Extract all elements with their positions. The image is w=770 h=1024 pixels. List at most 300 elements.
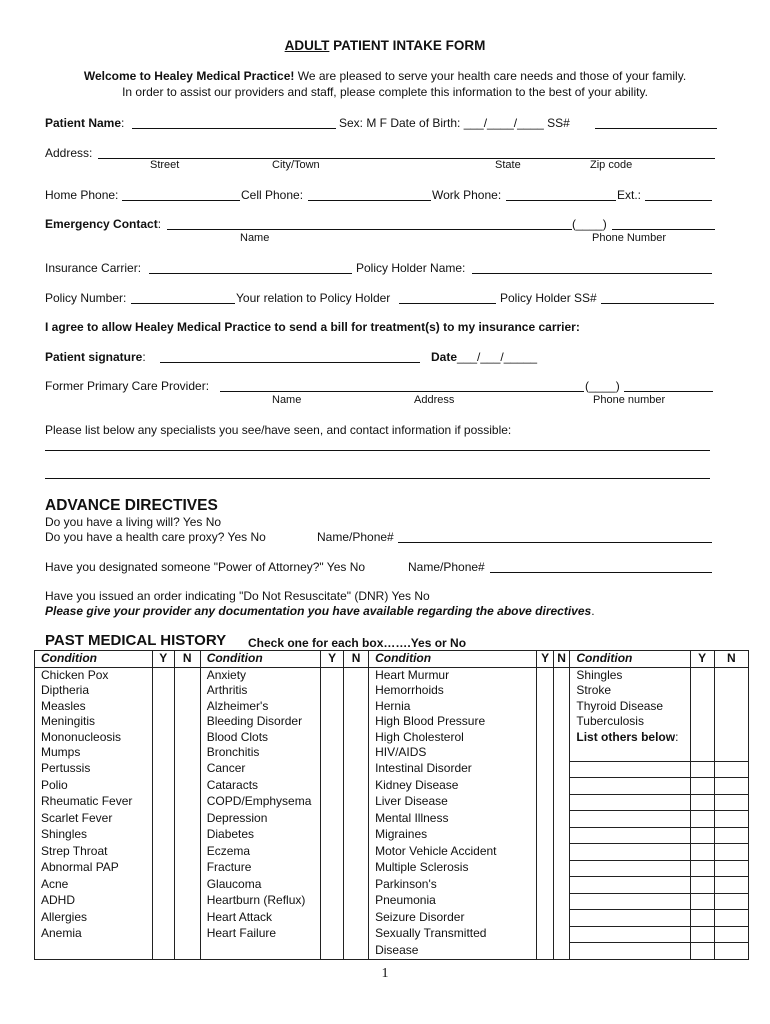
y-checkbox[interactable] <box>321 877 344 894</box>
insurance-carrier-field[interactable] <box>149 273 352 274</box>
table-row <box>35 877 749 894</box>
patient-signature-label: Patient signature: <box>45 350 146 364</box>
y-checkbox[interactable] <box>690 877 714 894</box>
condition-cell: Multiple Sclerosis <box>369 860 537 877</box>
n-checkbox[interactable] <box>714 699 748 715</box>
ext-field[interactable] <box>645 200 712 201</box>
poa-name-phone-field[interactable] <box>490 572 712 573</box>
y-checkbox[interactable] <box>152 761 174 778</box>
cell-phone-field[interactable] <box>308 200 431 201</box>
condition-cell: Rheumatic Fever <box>35 794 153 811</box>
condition-cell: Anemia <box>35 926 153 943</box>
table-row <box>35 827 749 844</box>
table-row <box>35 943 749 960</box>
n-checkbox[interactable] <box>344 811 369 828</box>
table-row <box>35 893 749 910</box>
home-phone-label: Home Phone: <box>45 188 119 202</box>
n-checkbox[interactable] <box>174 811 200 828</box>
title-rest: PATIENT INTAKE FORM <box>329 38 486 53</box>
y-checkbox[interactable] <box>152 943 174 960</box>
table-row <box>35 811 749 828</box>
n-checkbox[interactable] <box>714 667 748 683</box>
condition-cell: Cataracts <box>200 778 320 795</box>
y-checkbox[interactable] <box>690 926 714 943</box>
n-checkbox[interactable] <box>344 667 369 683</box>
address-label: Address: <box>45 146 93 160</box>
y-checkbox[interactable] <box>321 730 344 746</box>
y-checkbox[interactable] <box>321 794 344 811</box>
y-checkbox[interactable] <box>537 811 553 828</box>
condition-cell: Bronchitis <box>200 745 320 761</box>
n-checkbox[interactable] <box>714 761 748 778</box>
y-checkbox[interactable] <box>152 714 174 730</box>
n-checkbox[interactable] <box>174 860 200 877</box>
condition-cell: Allergies <box>35 910 153 927</box>
table-row <box>35 860 749 877</box>
emergency-contact-label: Emergency Contact: <box>45 217 162 231</box>
y-checkbox[interactable] <box>321 667 344 683</box>
n-checkbox[interactable] <box>174 844 200 861</box>
y-checkbox[interactable] <box>690 794 714 811</box>
y-checkbox[interactable] <box>152 730 174 746</box>
n-checkbox[interactable] <box>714 730 748 746</box>
n-checkbox[interactable] <box>344 761 369 778</box>
n-checkbox[interactable] <box>714 827 748 844</box>
n-checkbox[interactable] <box>553 714 570 730</box>
condition-cell: Fracture <box>200 860 320 877</box>
date-field[interactable]: ___/___/_____ <box>457 350 538 364</box>
condition-cell: Sexually Transmitted <box>369 926 537 943</box>
work-phone-field[interactable] <box>506 200 616 201</box>
welcome-line1 <box>0 69 770 83</box>
table-row <box>35 926 749 943</box>
condition-cell <box>570 910 690 927</box>
welcome-line2: In order to assist our providers and staff, please complete this information to the best of your ability. <box>122 85 648 99</box>
y-checkbox[interactable] <box>537 943 553 960</box>
condition-cell: Cancer <box>200 761 320 778</box>
condition-cell: COPD/Emphysema <box>200 794 320 811</box>
n-checkbox[interactable] <box>553 893 570 910</box>
y-checkbox[interactable] <box>537 667 553 683</box>
street-sublabel: Street <box>150 159 180 171</box>
pmh-instructions: Check one for each box…….Yes or No <box>248 636 467 650</box>
y-checkbox[interactable] <box>152 926 174 943</box>
condition-cell: Mental Illness <box>369 811 537 828</box>
n-checkbox[interactable] <box>344 778 369 795</box>
y-checkbox[interactable] <box>321 860 344 877</box>
y-checkbox[interactable] <box>152 699 174 715</box>
n-header: N <box>174 651 200 668</box>
relation-field[interactable] <box>399 303 496 304</box>
date-label: Date___/___/_____ <box>431 350 538 364</box>
n-checkbox[interactable] <box>714 811 748 828</box>
n-checkbox[interactable] <box>553 844 570 861</box>
y-checkbox[interactable] <box>690 667 714 683</box>
n-checkbox[interactable] <box>174 893 200 910</box>
condition-cell <box>570 745 690 761</box>
n-checkbox[interactable] <box>174 745 200 761</box>
y-checkbox[interactable] <box>321 714 344 730</box>
policy-holder-name-label: Policy Holder Name: <box>356 261 466 275</box>
condition-cell: HIV/AIDS <box>369 745 537 761</box>
patient-name-label: Patient Name: <box>45 116 125 130</box>
y-checkbox[interactable] <box>690 714 714 730</box>
dnr-question: Have you issued an order indicating "Do Not Resuscitate" (DNR) Yes No <box>45 589 430 603</box>
n-checkbox[interactable] <box>174 827 200 844</box>
former-address-sublabel: Address <box>414 394 455 406</box>
y-checkbox[interactable] <box>690 910 714 927</box>
n-checkbox[interactable] <box>714 860 748 877</box>
y-checkbox[interactable] <box>152 683 174 699</box>
n-checkbox[interactable] <box>174 667 200 683</box>
n-checkbox[interactable] <box>553 943 570 960</box>
y-checkbox[interactable] <box>690 699 714 715</box>
n-checkbox[interactable] <box>714 943 748 960</box>
n-checkbox[interactable] <box>553 910 570 927</box>
condition-header: Condition <box>369 651 537 668</box>
n-checkbox[interactable] <box>174 910 200 927</box>
ss-field[interactable] <box>595 128 717 129</box>
n-checkbox[interactable] <box>714 926 748 943</box>
specialists-line-1[interactable] <box>45 450 710 451</box>
past-medical-history-table <box>34 650 749 960</box>
y-checkbox[interactable] <box>321 745 344 761</box>
relation-label: Your relation to Policy Holder <box>236 291 391 305</box>
condition-cell: Heart Attack <box>200 910 320 927</box>
n-checkbox[interactable] <box>174 699 200 715</box>
condition-cell <box>570 761 690 778</box>
y-checkbox[interactable] <box>152 778 174 795</box>
condition-cell: Measles <box>35 699 153 715</box>
city-sublabel: City/Town <box>272 159 320 171</box>
poa-name-phone-label: Name/Phone# <box>408 560 485 574</box>
table-row <box>35 730 749 746</box>
condition-cell: Kidney Disease <box>369 778 537 795</box>
list-others-colon: : <box>675 729 679 744</box>
y-checkbox[interactable] <box>321 811 344 828</box>
form-title <box>0 38 770 53</box>
ext-label: Ext.: <box>617 188 642 202</box>
specialists-prompt: Please list below any specialists you see/have seen, and contact information if possible: <box>45 423 512 437</box>
y-checkbox[interactable] <box>537 893 553 910</box>
table-row <box>35 761 749 778</box>
condition-cell: Hernia <box>369 699 537 715</box>
n-checkbox[interactable] <box>174 761 200 778</box>
y-checkbox[interactable] <box>690 778 714 795</box>
y-checkbox[interactable] <box>690 761 714 778</box>
patient-name-field[interactable] <box>132 128 336 129</box>
insurance-carrier-label: Insurance Carrier: <box>45 261 142 275</box>
cell-phone-label: Cell Phone: <box>241 188 304 202</box>
y-header: Y <box>152 651 174 668</box>
condition-cell: Tuberculosis <box>570 714 690 730</box>
n-checkbox[interactable] <box>553 761 570 778</box>
condition-cell: Anxiety <box>200 667 320 683</box>
n-checkbox[interactable] <box>714 877 748 894</box>
table-row <box>35 714 749 730</box>
former-pcp-field[interactable] <box>220 391 584 392</box>
condition-cell: Seizure Disorder <box>369 910 537 927</box>
condition-cell: Disease <box>369 943 537 960</box>
y-checkbox[interactable] <box>690 844 714 861</box>
n-checkbox[interactable] <box>174 714 200 730</box>
n-checkbox[interactable] <box>714 683 748 699</box>
table-row <box>35 683 749 699</box>
former-pcp-phone-field[interactable] <box>624 391 713 392</box>
condition-cell: Abnormal PAP <box>35 860 153 877</box>
n-checkbox[interactable] <box>553 730 570 746</box>
n-checkbox[interactable] <box>174 778 200 795</box>
n-checkbox[interactable] <box>344 926 369 943</box>
n-checkbox[interactable] <box>174 877 200 894</box>
condition-cell: High Cholesterol <box>369 730 537 746</box>
condition-cell: Diabetes <box>200 827 320 844</box>
n-checkbox[interactable] <box>714 910 748 927</box>
condition-cell <box>570 877 690 894</box>
emergency-paren: (____) <box>572 217 607 231</box>
n-checkbox[interactable] <box>174 683 200 699</box>
n-checkbox[interactable] <box>344 860 369 877</box>
y-checkbox[interactable] <box>690 730 714 746</box>
condition-cell <box>570 860 690 877</box>
table-header-row <box>35 651 749 668</box>
y-checkbox[interactable] <box>321 943 344 960</box>
condition-cell: Pertussis <box>35 761 153 778</box>
y-checkbox[interactable] <box>690 827 714 844</box>
y-checkbox[interactable] <box>537 714 553 730</box>
n-checkbox[interactable] <box>344 745 369 761</box>
condition-cell <box>570 893 690 910</box>
emergency-name-sublabel: Name <box>240 232 270 244</box>
condition-cell: Pneumonia <box>369 893 537 910</box>
n-checkbox[interactable] <box>344 910 369 927</box>
y-checkbox[interactable] <box>152 910 174 927</box>
proxy-name-phone-field[interactable] <box>398 542 712 543</box>
y-checkbox[interactable] <box>321 778 344 795</box>
y-checkbox[interactable] <box>321 893 344 910</box>
y-checkbox[interactable] <box>321 827 344 844</box>
y-checkbox[interactable] <box>321 699 344 715</box>
y-header: Y <box>690 651 714 668</box>
condition-cell: Glaucoma <box>200 877 320 894</box>
page-number: 1 <box>381 966 389 981</box>
condition-cell: Motor Vehicle Accident <box>369 844 537 861</box>
n-checkbox[interactable] <box>344 714 369 730</box>
y-checkbox[interactable] <box>537 745 553 761</box>
home-phone-field[interactable] <box>122 200 240 201</box>
y-checkbox[interactable] <box>690 745 714 761</box>
condition-cell: Mumps <box>35 745 153 761</box>
agree-statement: I agree to allow Healey Medical Practice to send a bill for treatment(s) to my insurance carrier: <box>45 320 580 334</box>
condition-cell: Thyroid Disease <box>570 699 690 715</box>
y-checkbox[interactable] <box>152 844 174 861</box>
n-checkbox[interactable] <box>714 844 748 861</box>
y-checkbox[interactable] <box>690 943 714 960</box>
y-checkbox[interactable] <box>537 910 553 927</box>
condition-header: Condition <box>570 651 690 668</box>
policy-holder-ss-field[interactable] <box>601 303 714 304</box>
n-checkbox[interactable] <box>344 844 369 861</box>
condition-cell <box>570 811 690 828</box>
table-row <box>35 745 749 761</box>
condition-cell: Liver Disease <box>369 794 537 811</box>
n-checkbox[interactable] <box>553 811 570 828</box>
poa-question: Have you designated someone "Power of Attorney?" Yes No <box>45 560 366 574</box>
condition-cell <box>570 844 690 861</box>
condition-cell: Shingles <box>35 827 153 844</box>
condition-cell: High Blood Pressure <box>369 714 537 730</box>
y-checkbox[interactable] <box>690 860 714 877</box>
policy-holder-ss-label: Policy Holder SS# <box>500 291 597 305</box>
condition-cell: Heart Failure <box>200 926 320 943</box>
state-sublabel: State <box>495 159 521 171</box>
n-checkbox[interactable] <box>714 778 748 795</box>
living-will-question: Do you have a living will? Yes No <box>45 515 222 529</box>
table-row <box>35 844 749 861</box>
y-checkbox[interactable] <box>152 860 174 877</box>
y-checkbox[interactable] <box>152 877 174 894</box>
health-proxy-question: Do you have a health care proxy? Yes No <box>45 530 266 544</box>
condition-header: Condition <box>35 651 153 668</box>
sex-dob-ss-label: Sex: M F Date of Birth: ___/____/____ SS# <box>339 116 570 130</box>
condition-cell: Alzheimer's <box>200 699 320 715</box>
n-header: N <box>344 651 369 668</box>
y-checkbox[interactable] <box>152 794 174 811</box>
condition-header: Condition <box>200 651 320 668</box>
condition-cell: Depression <box>200 811 320 828</box>
proxy-name-phone-label: Name/Phone# <box>317 530 394 544</box>
policy-holder-name-field[interactable] <box>472 273 712 274</box>
y-checkbox[interactable] <box>537 683 553 699</box>
condition-cell: Blood Clots <box>200 730 320 746</box>
condition-cell <box>570 730 690 746</box>
n-checkbox[interactable] <box>174 730 200 746</box>
n-checkbox[interactable] <box>553 778 570 795</box>
n-checkbox[interactable] <box>344 943 369 960</box>
condition-cell: Meningitis <box>35 714 153 730</box>
former-paren: (____) <box>585 379 620 393</box>
y-checkbox[interactable] <box>321 926 344 943</box>
condition-cell: Eczema <box>200 844 320 861</box>
title-adult: ADULT <box>284 38 330 53</box>
condition-cell: Parkinson's <box>369 877 537 894</box>
former-pcp-label: Former Primary Care Provider: <box>45 379 210 393</box>
y-header: Y <box>537 651 553 668</box>
y-checkbox[interactable] <box>537 794 553 811</box>
n-checkbox[interactable] <box>174 926 200 943</box>
n-checkbox[interactable] <box>344 794 369 811</box>
condition-cell: Intestinal Disorder <box>369 761 537 778</box>
y-checkbox[interactable] <box>537 778 553 795</box>
n-checkbox[interactable] <box>714 745 748 761</box>
y-checkbox[interactable] <box>537 730 553 746</box>
policy-number-label: Policy Number: <box>45 291 127 305</box>
y-checkbox[interactable] <box>537 699 553 715</box>
specialists-line-2[interactable] <box>45 478 710 479</box>
patient-signature-field[interactable] <box>160 362 420 363</box>
work-phone-label: Work Phone: <box>432 188 502 202</box>
y-header: Y <box>321 651 344 668</box>
n-checkbox[interactable] <box>553 877 570 894</box>
n-checkbox[interactable] <box>553 860 570 877</box>
n-checkbox[interactable] <box>174 794 200 811</box>
y-checkbox[interactable] <box>152 745 174 761</box>
y-checkbox[interactable] <box>537 844 553 861</box>
condition-cell <box>570 926 690 943</box>
n-checkbox[interactable] <box>553 699 570 715</box>
emergency-contact-field[interactable] <box>167 229 572 230</box>
n-checkbox[interactable] <box>344 893 369 910</box>
former-name-sublabel: Name <box>272 394 302 406</box>
pmh-heading: PAST MEDICAL HISTORY <box>45 632 227 649</box>
condition-cell: Strep Throat <box>35 844 153 861</box>
y-checkbox[interactable] <box>321 844 344 861</box>
table-row <box>35 699 749 715</box>
y-checkbox[interactable] <box>537 860 553 877</box>
n-checkbox[interactable] <box>344 699 369 715</box>
n-checkbox[interactable] <box>714 794 748 811</box>
n-checkbox[interactable] <box>344 877 369 894</box>
condition-cell: Hemorrhoids <box>369 683 537 699</box>
advance-directives-heading: ADVANCE DIRECTIVES <box>45 497 218 514</box>
n-checkbox[interactable] <box>553 926 570 943</box>
condition-cell: Stroke <box>570 683 690 699</box>
n-checkbox[interactable] <box>553 667 570 683</box>
y-checkbox[interactable] <box>537 761 553 778</box>
n-checkbox[interactable] <box>553 827 570 844</box>
condition-cell: Diptheria <box>35 683 153 699</box>
n-checkbox[interactable] <box>174 943 200 960</box>
n-checkbox[interactable] <box>714 714 748 730</box>
condition-cell: ADHD <box>35 893 153 910</box>
y-checkbox[interactable] <box>537 827 553 844</box>
y-checkbox[interactable] <box>321 910 344 927</box>
y-checkbox[interactable] <box>152 811 174 828</box>
y-checkbox[interactable] <box>690 811 714 828</box>
y-checkbox[interactable] <box>690 893 714 910</box>
table-row <box>35 778 749 795</box>
table-row <box>35 794 749 811</box>
welcome-rest: We are pleased to serve your health care needs and those of your family. <box>294 69 687 83</box>
welcome-bold: Welcome to Healey Medical Practice! <box>83 69 295 83</box>
y-checkbox[interactable] <box>152 667 174 683</box>
y-checkbox[interactable] <box>152 827 174 844</box>
list-others-label: List others below <box>576 729 676 744</box>
n-checkbox[interactable] <box>344 827 369 844</box>
emergency-phone-field[interactable] <box>612 229 715 230</box>
n-checkbox[interactable] <box>714 893 748 910</box>
y-checkbox[interactable] <box>690 683 714 699</box>
n-checkbox[interactable] <box>344 730 369 746</box>
condition-cell <box>570 943 690 960</box>
n-checkbox[interactable] <box>553 683 570 699</box>
n-checkbox[interactable] <box>553 794 570 811</box>
condition-cell: Mononucleosis <box>35 730 153 746</box>
condition-cell <box>570 794 690 811</box>
provide-docs-statement: Please give your provider any documentation you have available regarding the above directives. <box>45 604 595 618</box>
y-checkbox[interactable] <box>321 761 344 778</box>
y-checkbox[interactable] <box>537 926 553 943</box>
policy-number-field[interactable] <box>131 303 235 304</box>
condition-cell: Heart Murmur <box>369 667 537 683</box>
y-checkbox[interactable] <box>321 683 344 699</box>
emergency-phone-sublabel: Phone Number <box>592 232 666 244</box>
n-checkbox[interactable] <box>344 683 369 699</box>
n-checkbox[interactable] <box>553 745 570 761</box>
table-row <box>35 910 749 927</box>
y-checkbox[interactable] <box>537 877 553 894</box>
y-checkbox[interactable] <box>152 893 174 910</box>
